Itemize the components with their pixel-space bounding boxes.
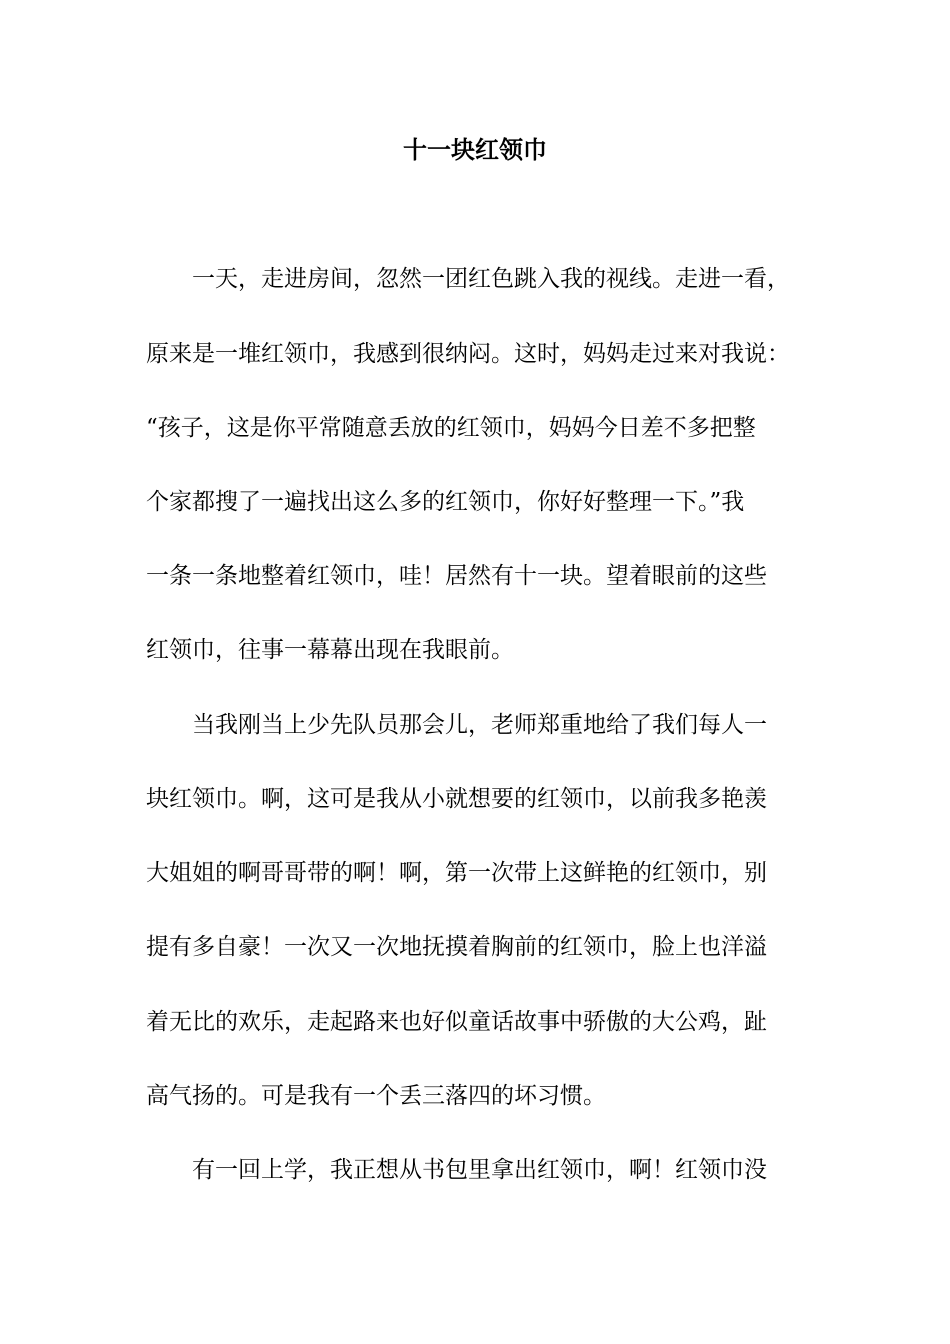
paragraph-line: 个家都搜了一遍找出这么多的红领巾，你好好整理一下。”我 xyxy=(146,489,745,515)
paragraph-line: 一天，走进房间，忽然一团红色跳入我的视线。走进一看， xyxy=(192,266,790,292)
paragraph-line: 红领巾，往事一幕幕出现在我眼前。 xyxy=(146,637,514,663)
paragraph-line: 提有多自豪！一次又一次地抚摸着胸前的红领巾，脸上也洋溢 xyxy=(146,934,767,960)
paragraph-line: 大姐姐的啊哥哥带的啊！啊，第一次带上这鲜艳的红领巾，别 xyxy=(146,860,767,886)
paragraph-line: 高气扬的。可是我有一个丢三落四的坏习惯。 xyxy=(146,1083,606,1109)
paragraph-line: 原来是一堆红领巾，我感到很纳闷。这时，妈妈走过来对我说： xyxy=(146,341,790,367)
paragraph-line: “孩子，这是你平常随意丢放的红领巾，妈妈今日差不多把整 xyxy=(146,415,756,441)
paragraph-line: 一条一条地整着红领巾，哇！居然有十一块。望着眼前的这些 xyxy=(146,563,767,589)
paragraph-line: 着无比的欢乐，走起路来也好似童话故事中骄傲的大公鸡，趾 xyxy=(146,1009,767,1035)
paragraph-line: 块红领巾。啊，这可是我从小就想要的红领巾，以前我多艳羡 xyxy=(146,786,767,812)
document-title: 十一块红领巾 xyxy=(403,135,547,164)
paragraph-line: 当我刚当上少先队员那会儿，老师郑重地给了我们每人一 xyxy=(192,712,767,738)
paragraph-line: 有一回上学，我正想从书包里拿出红领巾，啊！红领巾没 xyxy=(192,1157,767,1183)
